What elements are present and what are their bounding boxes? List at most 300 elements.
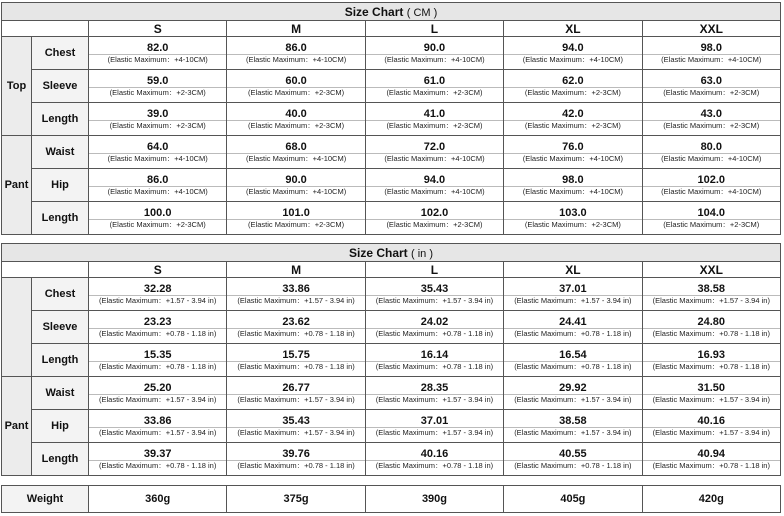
- elastic-note: (Elastic Maximum：+2-3CM): [248, 87, 345, 97]
- measure-cell: [642, 37, 780, 70]
- measure-cell: [89, 443, 227, 476]
- measure-cell: [227, 377, 365, 410]
- measure-cell: [642, 136, 780, 169]
- measure-cell: [227, 344, 365, 377]
- elastic-note: (Elastic Maximum：+1.57 - 3.94 in): [99, 427, 217, 437]
- size-header-m: M: [227, 21, 365, 37]
- measure-cell-content: [227, 415, 364, 438]
- elastic-note: (Elastic Maximum：+4-10CM): [661, 153, 762, 163]
- measure-value: 98.0: [643, 42, 780, 55]
- measure-cell-content: [504, 415, 641, 438]
- elastic-note: (Elastic Maximum：+1.57 - 3.94 in): [514, 295, 632, 305]
- measure-value: 15.35: [89, 349, 226, 362]
- measure-cell: [365, 443, 503, 476]
- measure-label: Length: [32, 443, 89, 476]
- measure-value: 16.54: [504, 349, 641, 362]
- measure-label: Sleeve: [32, 70, 89, 103]
- elastic-note: (Elastic Maximum：+0.78 - 1.18 in): [514, 460, 632, 470]
- table-title: [2, 3, 781, 21]
- measure-cell-content: [89, 448, 226, 471]
- measure-cell-content: [643, 108, 780, 131]
- size-header-xxl: XXL: [642, 262, 780, 278]
- measure-cell: [642, 410, 780, 443]
- elastic-note: (Elastic Maximum：+2-3CM): [663, 87, 760, 97]
- elastic-note: (Elastic Maximum：+0.78 - 1.18 in): [652, 361, 770, 371]
- group-label: Pant: [2, 377, 32, 476]
- measure-value: 103.0: [504, 207, 641, 220]
- measure-row: [2, 169, 781, 202]
- measure-value: 39.76: [227, 448, 364, 461]
- measure-value: 24.02: [366, 316, 503, 329]
- measure-row: [2, 377, 781, 410]
- measure-label: Length: [32, 202, 89, 235]
- measure-label: Length: [32, 344, 89, 377]
- size-header-xl: XL: [504, 21, 642, 37]
- elastic-note: (Elastic Maximum：+0.78 - 1.18 in): [99, 460, 217, 470]
- weight-value-xxl: 420g: [642, 486, 780, 513]
- elastic-note: (Elastic Maximum：+4-10CM): [522, 54, 623, 64]
- measure-cell: [504, 377, 642, 410]
- elastic-note: (Elastic Maximum：+2-3CM): [524, 219, 621, 229]
- measure-cell: [227, 37, 365, 70]
- size-header-l: L: [365, 21, 503, 37]
- measure-value: 61.0: [366, 75, 503, 88]
- measure-cell: [89, 278, 227, 311]
- group-label: [2, 278, 32, 377]
- measure-label: Chest: [32, 278, 89, 311]
- measure-cell: [365, 410, 503, 443]
- elastic-note: (Elastic Maximum：+0.78 - 1.18 in): [237, 328, 355, 338]
- elastic-note: (Elastic Maximum：+1.57 - 3.94 in): [652, 427, 770, 437]
- size-header-s: S: [89, 21, 227, 37]
- measure-value: 100.0: [89, 207, 226, 220]
- measure-value: 76.0: [504, 141, 641, 154]
- measure-value: 59.0: [89, 75, 226, 88]
- table-title-unit: ( CM ): [406, 6, 438, 19]
- measure-value: 38.58: [504, 415, 641, 428]
- elastic-note: (Elastic Maximum：+1.57 - 3.94 in): [99, 394, 217, 404]
- measure-value: 39.0: [89, 108, 226, 121]
- elastic-note: (Elastic Maximum：+2-3CM): [386, 120, 483, 130]
- measure-cell-content: [504, 75, 641, 98]
- measure-cell-content: [643, 283, 780, 306]
- elastic-note: (Elastic Maximum：+4-10CM): [661, 54, 762, 64]
- measure-cell: [504, 70, 642, 103]
- weight-label: Weight: [2, 486, 89, 513]
- measure-cell-content: [89, 316, 226, 339]
- elastic-note: (Elastic Maximum：+4-10CM): [107, 153, 208, 163]
- title-row: [2, 244, 781, 262]
- elastic-note: (Elastic Maximum：+1.57 - 3.94 in): [375, 427, 494, 437]
- measure-cell-content: [89, 207, 226, 230]
- elastic-note: (Elastic Maximum：+4-10CM): [522, 186, 623, 196]
- measure-cell: [504, 103, 642, 136]
- elastic-note: (Elastic Maximum：+2-3CM): [524, 87, 621, 97]
- table-title-text: Size Chart: [348, 245, 408, 260]
- weight-value-s: 360g: [89, 486, 227, 513]
- measure-value: 32.28: [89, 283, 226, 296]
- elastic-note: (Elastic Maximum：+4-10CM): [245, 54, 347, 64]
- measure-value: 26.77: [227, 382, 364, 395]
- measure-row: [2, 410, 781, 443]
- elastic-note: (Elastic Maximum：+4-10CM): [107, 186, 208, 196]
- measure-cell: [504, 443, 642, 476]
- elastic-note: (Elastic Maximum：+1.57 - 3.94 in): [652, 295, 770, 305]
- measure-value: 33.86: [227, 283, 364, 296]
- elastic-note: (Elastic Maximum：+4-10CM): [245, 186, 347, 196]
- elastic-note: (Elastic Maximum：+2-3CM): [109, 120, 206, 130]
- measure-value: 31.50: [643, 382, 780, 395]
- measure-cell: [642, 443, 780, 476]
- elastic-note: (Elastic Maximum：+0.78 - 1.18 in): [237, 460, 355, 470]
- measure-cell-content: [643, 207, 780, 230]
- measure-cell: [365, 70, 503, 103]
- measure-cell-content: [643, 75, 780, 98]
- measure-cell: [227, 202, 365, 235]
- measure-cell-content: [643, 42, 780, 65]
- measure-row: [2, 311, 781, 344]
- measure-cell: [89, 410, 227, 443]
- elastic-note: (Elastic Maximum：+1.57 - 3.94 in): [237, 295, 355, 305]
- measure-cell-content: [227, 283, 364, 306]
- elastic-note: (Elastic Maximum：+4-10CM): [384, 186, 485, 196]
- elastic-note: (Elastic Maximum：+1.57 - 3.94 in): [237, 394, 355, 404]
- size-header-s: S: [89, 262, 227, 278]
- measure-cell-content: [89, 141, 226, 164]
- measure-cell: [504, 344, 642, 377]
- measure-cell-content: [89, 349, 226, 372]
- measure-cell: [89, 377, 227, 410]
- measure-value: 37.01: [504, 283, 641, 296]
- measure-cell-content: [504, 448, 641, 471]
- measure-cell: [642, 278, 780, 311]
- measure-cell: [642, 344, 780, 377]
- measure-value: 39.37: [89, 448, 226, 461]
- measure-row: [2, 344, 781, 377]
- measure-value: 68.0: [227, 141, 364, 154]
- measure-cell: [89, 70, 227, 103]
- measure-value: 64.0: [89, 141, 226, 154]
- measure-value: 98.0: [504, 174, 641, 187]
- measure-cell-content: [366, 207, 503, 230]
- measure-row: [2, 136, 781, 169]
- size-header-m: M: [227, 262, 365, 278]
- measure-value: 86.0: [227, 42, 364, 55]
- measure-cell-content: [366, 141, 503, 164]
- measure-cell-content: [643, 349, 780, 372]
- measure-cell-content: [227, 174, 364, 197]
- measure-value: 104.0: [643, 207, 780, 220]
- measure-cell-content: [366, 174, 503, 197]
- measure-value: 40.94: [643, 448, 780, 461]
- measure-cell: [504, 37, 642, 70]
- measure-cell-content: [227, 207, 364, 230]
- size-header-l: L: [365, 262, 503, 278]
- elastic-note: (Elastic Maximum：+1.57 - 3.94 in): [514, 427, 632, 437]
- elastic-note: (Elastic Maximum：+2-3CM): [248, 219, 345, 229]
- measure-value: 60.0: [227, 75, 364, 88]
- measure-cell-content: [366, 42, 503, 65]
- measure-value: 15.75: [227, 349, 364, 362]
- elastic-note: (Elastic Maximum：+1.57 - 3.94 in): [514, 394, 632, 404]
- measure-cell-content: [89, 415, 226, 438]
- measure-value: 23.23: [89, 316, 226, 329]
- measure-cell: [227, 311, 365, 344]
- measure-cell: [365, 202, 503, 235]
- measure-cell: [227, 169, 365, 202]
- measure-value: 33.86: [89, 415, 226, 428]
- measure-row: [2, 103, 781, 136]
- elastic-note: (Elastic Maximum：+4-10CM): [661, 186, 762, 196]
- elastic-note: (Elastic Maximum：+0.78 - 1.18 in): [375, 361, 494, 371]
- table-title-text: Size Chart: [344, 4, 404, 19]
- measure-cell: [89, 344, 227, 377]
- measure-row: [2, 278, 781, 311]
- measure-cell: [365, 136, 503, 169]
- measure-cell-content: [227, 316, 364, 339]
- measure-cell: [227, 443, 365, 476]
- measure-cell: [89, 37, 227, 70]
- title-row: [2, 3, 781, 21]
- measure-cell-content: [227, 141, 364, 164]
- size-header-xxl: XXL: [642, 21, 780, 37]
- measure-value: 40.16: [643, 415, 780, 428]
- measure-cell-content: [366, 316, 503, 339]
- measure-cell-content: [89, 108, 226, 131]
- elastic-note: (Elastic Maximum：+2-3CM): [524, 120, 621, 130]
- measure-row: [2, 37, 781, 70]
- elastic-note: (Elastic Maximum：+4-10CM): [384, 153, 485, 163]
- measure-label: Chest: [32, 37, 89, 70]
- measure-value: 23.62: [227, 316, 364, 329]
- measure-cell-content: [504, 283, 641, 306]
- measure-value: 37.01: [366, 415, 503, 428]
- measure-value: 28.35: [366, 382, 503, 395]
- measure-cell: [642, 169, 780, 202]
- elastic-note: (Elastic Maximum：+4-10CM): [245, 153, 347, 163]
- measure-cell-content: [504, 349, 641, 372]
- weight-table: [1, 485, 781, 513]
- elastic-note: (Elastic Maximum：+2-3CM): [386, 219, 483, 229]
- measure-cell-content: [89, 174, 226, 197]
- measure-cell: [504, 136, 642, 169]
- header-blank: [2, 21, 89, 37]
- measure-value: 16.93: [643, 349, 780, 362]
- measure-value: 16.14: [366, 349, 503, 362]
- measure-cell-content: [366, 108, 503, 131]
- weight-value-l: 390g: [365, 486, 503, 513]
- elastic-note: (Elastic Maximum：+1.57 - 3.94 in): [375, 394, 494, 404]
- measure-value: 90.0: [227, 174, 364, 187]
- measure-cell-content: [366, 448, 503, 471]
- measure-cell: [365, 311, 503, 344]
- measure-cell-content: [366, 75, 503, 98]
- measure-value: 40.55: [504, 448, 641, 461]
- measure-cell: [642, 70, 780, 103]
- measure-cell-content: [366, 349, 503, 372]
- measure-cell: [227, 103, 365, 136]
- measure-cell: [227, 410, 365, 443]
- measure-value: 62.0: [504, 75, 641, 88]
- elastic-note: (Elastic Maximum：+2-3CM): [663, 219, 760, 229]
- elastic-note: (Elastic Maximum：+0.78 - 1.18 in): [652, 460, 770, 470]
- measure-cell-content: [504, 42, 641, 65]
- measure-cell-content: [504, 141, 641, 164]
- group-label: Top: [2, 37, 32, 136]
- elastic-note: (Elastic Maximum：+4-10CM): [522, 153, 623, 163]
- measure-cell-content: [504, 207, 641, 230]
- measure-value: 38.58: [643, 283, 780, 296]
- size-chart-in-table: [1, 243, 781, 476]
- measure-value: 35.43: [227, 415, 364, 428]
- measure-cell: [365, 103, 503, 136]
- measure-cell: [504, 169, 642, 202]
- measure-cell: [365, 377, 503, 410]
- elastic-note: (Elastic Maximum：+2-3CM): [109, 219, 206, 229]
- measure-cell: [365, 344, 503, 377]
- elastic-note: (Elastic Maximum：+2-3CM): [386, 87, 483, 97]
- elastic-note: (Elastic Maximum：+0.78 - 1.18 in): [99, 328, 217, 338]
- measure-cell-content: [89, 382, 226, 405]
- measure-cell: [504, 278, 642, 311]
- measure-cell: [365, 278, 503, 311]
- weight-value-xl: 405g: [504, 486, 642, 513]
- measure-label: Waist: [32, 136, 89, 169]
- elastic-note: (Elastic Maximum：+1.57 - 3.94 in): [375, 295, 494, 305]
- measure-value: 82.0: [89, 42, 226, 55]
- size-header-row: [2, 262, 781, 278]
- measure-cell-content: [504, 108, 641, 131]
- measure-value: 86.0: [89, 174, 226, 187]
- measure-cell: [227, 70, 365, 103]
- elastic-note: (Elastic Maximum：+0.78 - 1.18 in): [514, 361, 632, 371]
- measure-cell-content: [643, 316, 780, 339]
- measure-row: [2, 70, 781, 103]
- measure-label: Hip: [32, 410, 89, 443]
- measure-value: 94.0: [366, 174, 503, 187]
- measure-cell: [227, 136, 365, 169]
- measure-cell-content: [227, 42, 364, 65]
- elastic-note: (Elastic Maximum：+4-10CM): [384, 54, 485, 64]
- measure-cell: [89, 136, 227, 169]
- measure-value: 24.80: [643, 316, 780, 329]
- measure-cell-content: [366, 283, 503, 306]
- size-header-xl: XL: [504, 262, 642, 278]
- elastic-note: (Elastic Maximum：+0.78 - 1.18 in): [99, 361, 217, 371]
- measure-value: 90.0: [366, 42, 503, 55]
- measure-value: 94.0: [504, 42, 641, 55]
- weight-value-m: 375g: [227, 486, 365, 513]
- measure-cell: [504, 410, 642, 443]
- measure-cell: [642, 377, 780, 410]
- measure-cell-content: [227, 382, 364, 405]
- elastic-note: (Elastic Maximum：+2-3CM): [109, 87, 206, 97]
- elastic-note: (Elastic Maximum：+2-3CM): [248, 120, 345, 130]
- measure-cell-content: [504, 382, 641, 405]
- elastic-note: (Elastic Maximum：+1.57 - 3.94 in): [99, 295, 217, 305]
- measure-cell: [504, 202, 642, 235]
- elastic-note: (Elastic Maximum：+2-3CM): [663, 120, 760, 130]
- measure-value: 42.0: [504, 108, 641, 121]
- measure-cell-content: [643, 448, 780, 471]
- elastic-note: (Elastic Maximum：+1.57 - 3.94 in): [652, 394, 770, 404]
- measure-value: 29.92: [504, 382, 641, 395]
- measure-cell: [89, 103, 227, 136]
- measure-cell: [642, 103, 780, 136]
- measure-value: 40.16: [366, 448, 503, 461]
- measure-row: [2, 202, 781, 235]
- measure-label: Sleeve: [32, 311, 89, 344]
- measure-cell-content: [89, 75, 226, 98]
- measure-cell: [89, 202, 227, 235]
- measure-value: 101.0: [227, 207, 364, 220]
- elastic-note: (Elastic Maximum：+0.78 - 1.18 in): [652, 328, 770, 338]
- measure-cell: [642, 311, 780, 344]
- measure-value: 72.0: [366, 141, 503, 154]
- table-title-unit: ( in ): [411, 247, 434, 260]
- measure-cell: [642, 202, 780, 235]
- measure-cell: [227, 278, 365, 311]
- group-label: Pant: [2, 136, 32, 235]
- measure-value: 41.0: [366, 108, 503, 121]
- size-header-row: [2, 21, 781, 37]
- measure-cell-content: [227, 349, 364, 372]
- measure-value: 24.41: [504, 316, 641, 329]
- measure-cell-content: [89, 283, 226, 306]
- header-blank: [2, 262, 89, 278]
- measure-value: 80.0: [643, 141, 780, 154]
- measure-cell-content: [643, 415, 780, 438]
- measure-cell-content: [366, 415, 503, 438]
- measure-cell-content: [643, 141, 780, 164]
- elastic-note: (Elastic Maximum：+0.78 - 1.18 in): [375, 460, 494, 470]
- measure-cell-content: [227, 75, 364, 98]
- measure-cell: [504, 311, 642, 344]
- measure-cell-content: [227, 108, 364, 131]
- measure-label: Waist: [32, 377, 89, 410]
- measure-value: 40.0: [227, 108, 364, 121]
- measure-cell-content: [504, 316, 641, 339]
- measure-cell-content: [366, 382, 503, 405]
- measure-value: 25.20: [89, 382, 226, 395]
- measure-value: 43.0: [643, 108, 780, 121]
- elastic-note: (Elastic Maximum：+0.78 - 1.18 in): [237, 361, 355, 371]
- measure-cell-content: [643, 382, 780, 405]
- measure-value: 35.43: [366, 283, 503, 296]
- measure-value: 63.0: [643, 75, 780, 88]
- elastic-note: (Elastic Maximum：+0.78 - 1.18 in): [514, 328, 632, 338]
- measure-label: Hip: [32, 169, 89, 202]
- measure-cell: [365, 37, 503, 70]
- size-chart-cm-table: [1, 2, 781, 235]
- measure-value: 102.0: [366, 207, 503, 220]
- measure-cell-content: [227, 448, 364, 471]
- measure-cell: [89, 169, 227, 202]
- measure-cell: [365, 169, 503, 202]
- measure-row: [2, 443, 781, 476]
- measure-cell: [89, 311, 227, 344]
- measure-value: 102.0: [643, 174, 780, 187]
- elastic-note: (Elastic Maximum：+4-10CM): [107, 54, 208, 64]
- elastic-note: (Elastic Maximum：+1.57 - 3.94 in): [237, 427, 355, 437]
- measure-cell-content: [643, 174, 780, 197]
- table-title: [2, 244, 781, 262]
- elastic-note: (Elastic Maximum：+0.78 - 1.18 in): [375, 328, 494, 338]
- measure-label: Length: [32, 103, 89, 136]
- measure-cell-content: [504, 174, 641, 197]
- measure-cell-content: [89, 42, 226, 65]
- weight-row: [2, 486, 781, 513]
